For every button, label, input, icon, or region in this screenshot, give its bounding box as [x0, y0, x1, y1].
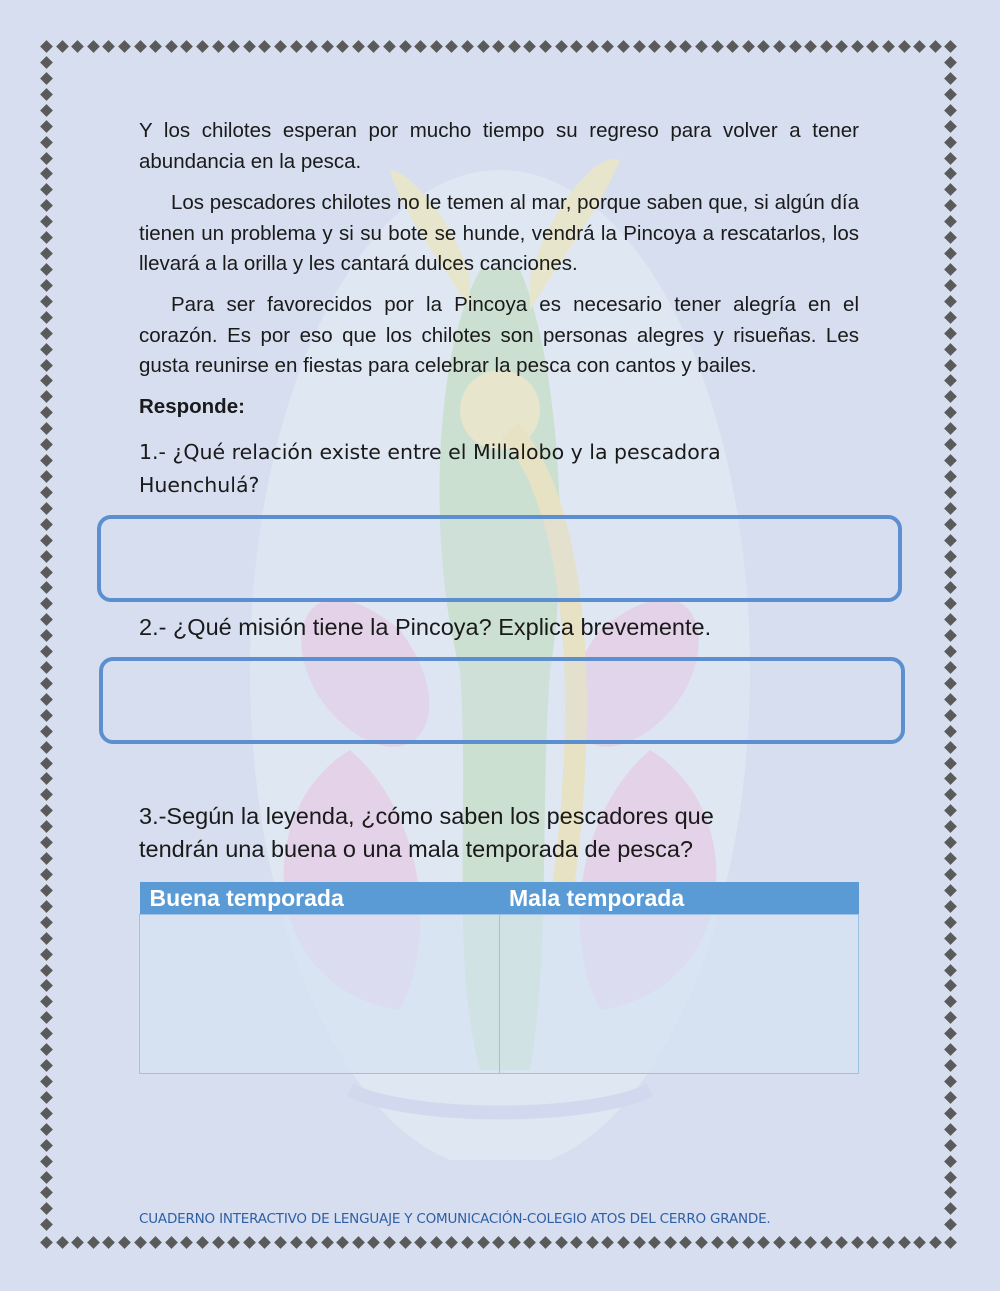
diamond-ornament [414, 1236, 427, 1249]
question-2: 2.- ¿Qué misión tiene la Pincoya? Explica brevemente. [139, 614, 712, 640]
diamond-ornament [944, 996, 957, 1009]
diamond-ornament [40, 168, 53, 181]
diamond-ornament [196, 40, 209, 53]
diamond-ornament [648, 1236, 661, 1249]
diamond-ornament [602, 40, 615, 53]
diamond-ornament [944, 215, 957, 228]
diamond-ornament [944, 868, 957, 881]
diamond-ornament [944, 199, 957, 212]
diamond-ornament [258, 40, 271, 53]
diamond-ornament [149, 40, 162, 53]
diamond-ornament [305, 1236, 318, 1249]
diamond-ornament [726, 40, 739, 53]
diamond-ornament [40, 104, 53, 117]
diamond-ornament [40, 1059, 53, 1072]
diamond-ornament [40, 916, 53, 929]
diamond-ornament [336, 40, 349, 53]
diamond-ornament [804, 1236, 817, 1249]
diamond-ornament [944, 136, 957, 149]
diamond-ornament [40, 597, 53, 610]
diamond-ornament [944, 645, 957, 658]
diamond-ornament [944, 1027, 957, 1040]
diamond-ornament [40, 1139, 53, 1152]
diamond-ornament [40, 1203, 53, 1216]
diamond-ornament [944, 470, 957, 483]
question-1: 1.- ¿Qué relación existe entre el Millalobo y la pescadora Huenchulá? [139, 440, 721, 497]
diamond-ornament [742, 1236, 755, 1249]
diamond-ornament [165, 40, 178, 53]
diamond-ornament [40, 406, 53, 419]
diamond-ornament [773, 40, 786, 53]
diamond-ornament [555, 1236, 568, 1249]
diamond-ornament [414, 40, 427, 53]
diamond-ornament [399, 1236, 412, 1249]
diamond-ornament [804, 40, 817, 53]
diamond-ornament [944, 1218, 957, 1231]
diamond-ornament [773, 1236, 786, 1249]
diamond-ornament [898, 40, 911, 53]
diamond-ornament [633, 40, 646, 53]
diamond-ornament [867, 1236, 880, 1249]
diamond-ornament [944, 1075, 957, 1088]
diamond-ornament [913, 1236, 926, 1249]
diamond-ornament [929, 1236, 942, 1249]
diamond-ornament [40, 534, 53, 547]
diamond-ornament [944, 566, 957, 579]
diamond-ornament [40, 1091, 53, 1104]
diamond-ornament [40, 964, 53, 977]
diamond-ornament [944, 88, 957, 101]
diamond-ornament [944, 518, 957, 531]
diamond-ornament [40, 1123, 53, 1136]
diamond-ornament [617, 40, 630, 53]
diamond-ornament [789, 1236, 802, 1249]
diamond-ornament [539, 40, 552, 53]
diamond-ornament [944, 964, 957, 977]
diamond-ornament [944, 327, 957, 340]
diamond-ornament [40, 550, 53, 563]
diamond-ornament [40, 1236, 53, 1249]
diamond-ornament [944, 1139, 957, 1152]
diamond-ornament [944, 422, 957, 435]
diamond-ornament [212, 40, 225, 53]
diamond-ornament [524, 40, 537, 53]
diamond-ornament [944, 550, 957, 563]
diamond-ornament [726, 1236, 739, 1249]
diamond-ornament [430, 1236, 443, 1249]
diamond-ornament [56, 1236, 69, 1249]
diamond-ornament [570, 40, 583, 53]
diamond-ornament [944, 359, 957, 372]
diamond-ornament [40, 980, 53, 993]
diamond-ornament [944, 104, 957, 117]
diamond-ornament [944, 534, 957, 547]
question-3: 3.-Según la leyenda, ¿cómo saben los pescadores que tendrán una buena o una mala temporada de pesca? [139, 803, 714, 862]
header-buena-temporada: Buena temporada [140, 882, 500, 915]
diamond-ornament [40, 566, 53, 579]
diamond-ornament [679, 1236, 692, 1249]
diamond-ornament [103, 40, 116, 53]
responde-heading: Responde: [139, 395, 245, 418]
diamond-ornament [40, 1075, 53, 1088]
diamond-ornament [40, 311, 53, 324]
diamond-ornament [944, 789, 957, 802]
diamond-ornament [290, 1236, 303, 1249]
diamond-ornament [882, 40, 895, 53]
diamond-ornament [944, 406, 957, 419]
diamond-ornament [944, 725, 957, 738]
diamond-ornament [40, 868, 53, 881]
diamond-ornament [40, 40, 53, 53]
diamond-ornament [71, 40, 84, 53]
diamond-ornament [944, 1187, 957, 1200]
diamond-ornament [820, 40, 833, 53]
diamond-ornament [944, 438, 957, 451]
answer-box-2[interactable] [99, 657, 905, 744]
diamond-border-right [946, 58, 955, 1230]
diamond-ornament [196, 1236, 209, 1249]
diamond-ornament [40, 422, 53, 435]
diamond-ornament [944, 1123, 957, 1136]
answer-cell-buena[interactable] [140, 915, 500, 1074]
diamond-ornament [446, 1236, 459, 1249]
diamond-ornament [944, 120, 957, 133]
diamond-ornament [695, 40, 708, 53]
diamond-ornament [165, 1236, 178, 1249]
diamond-ornament [664, 40, 677, 53]
diamond-ornament [711, 1236, 724, 1249]
diamond-ornament [664, 1236, 677, 1249]
diamond-ornament [40, 231, 53, 244]
diamond-ornament [40, 789, 53, 802]
diamond-ornament [944, 932, 957, 945]
header-mala-temporada: Mala temporada [499, 882, 859, 915]
diamond-ornament [40, 343, 53, 356]
diamond-ornament [944, 773, 957, 786]
diamond-ornament [835, 40, 848, 53]
diamond-ornament [695, 1236, 708, 1249]
diamond-ornament [40, 804, 53, 817]
diamond-ornament [40, 120, 53, 133]
diamond-ornament [913, 40, 926, 53]
diamond-ornament [40, 996, 53, 1009]
diamond-ornament [40, 502, 53, 515]
diamond-ornament [40, 1155, 53, 1168]
diamond-ornament [40, 263, 53, 276]
diamond-ornament [945, 40, 958, 53]
diamond-ornament [524, 1236, 537, 1249]
diamond-ornament [40, 709, 53, 722]
diamond-ornament [227, 1236, 240, 1249]
diamond-ornament [944, 247, 957, 260]
diamond-ornament [446, 40, 459, 53]
diamond-ornament [944, 884, 957, 897]
diamond-ornament [368, 40, 381, 53]
diamond-ornament [944, 820, 957, 833]
diamond-ornament [944, 613, 957, 626]
diamond-ornament [399, 40, 412, 53]
diamond-ornament [321, 40, 334, 53]
diamond-ornament [40, 1171, 53, 1184]
diamond-ornament [56, 40, 69, 53]
diamond-ornament [40, 645, 53, 658]
diamond-ornament [944, 486, 957, 499]
diamond-ornament [492, 1236, 505, 1249]
diamond-ornament [40, 1218, 53, 1231]
diamond-ornament [40, 215, 53, 228]
diamond-ornament [40, 454, 53, 467]
diamond-ornament [944, 263, 957, 276]
diamond-ornament [633, 1236, 646, 1249]
diamond-ornament [40, 613, 53, 626]
diamond-ornament [867, 40, 880, 53]
diamond-ornament [944, 661, 957, 674]
paragraph-3: Para ser favorecidos por la Pincoya es necesario tener alegría en el corazón. Es por eso que los chilotes son personas alegres y risueñas. Les gusta reunirse en fiestas para celebrar la pesca con cantos y bailes. [139, 293, 859, 377]
diamond-ornament [679, 40, 692, 53]
diamond-ornament [258, 1236, 271, 1249]
diamond-ornament [820, 1236, 833, 1249]
diamond-ornament [40, 184, 53, 197]
diamond-ornament [40, 693, 53, 706]
diamond-ornament [40, 629, 53, 642]
diamond-ornament [461, 1236, 474, 1249]
diamond-ornament [508, 40, 521, 53]
diamond-ornament [40, 359, 53, 372]
diamond-ornament [944, 1171, 957, 1184]
diamond-ornament [944, 1155, 957, 1168]
diamond-ornament [180, 1236, 193, 1249]
diamond-ornament [40, 390, 53, 403]
diamond-ornament [71, 1236, 84, 1249]
diamond-ornament [944, 629, 957, 642]
diamond-ornament [492, 40, 505, 53]
diamond-ornament [336, 1236, 349, 1249]
diamond-ornament [944, 582, 957, 595]
diamond-ornament [40, 375, 53, 388]
diamond-ornament [944, 1011, 957, 1024]
diamond-ornament [586, 40, 599, 53]
diamond-ornament [40, 1187, 53, 1200]
diamond-ornament [944, 390, 957, 403]
diamond-ornament [508, 1236, 521, 1249]
diamond-ornament [430, 40, 443, 53]
diamond-ornament [40, 56, 53, 69]
diamond-ornament [945, 1236, 958, 1249]
diamond-ornament [290, 40, 303, 53]
diamond-ornament [40, 900, 53, 913]
footer-text: CUADERNO INTERACTIVO DE LENGUAJE Y COMUNICACIÓN-COLEGIO ATOS DEL CERRO GRANDE. [139, 1211, 771, 1227]
diamond-ornament [274, 1236, 287, 1249]
diamond-ornament [944, 56, 957, 69]
diamond-ornament [321, 1236, 334, 1249]
diamond-ornament [87, 1236, 100, 1249]
diamond-ornament [383, 1236, 396, 1249]
diamond-ornament [929, 40, 942, 53]
diamond-ornament [944, 1043, 957, 1056]
diamond-ornament [40, 725, 53, 738]
diamond-ornament [40, 852, 53, 865]
diamond-ornament [40, 836, 53, 849]
diamond-ornament [40, 518, 53, 531]
diamond-ornament [757, 40, 770, 53]
diamond-ornament [243, 1236, 256, 1249]
season-table [139, 882, 859, 1074]
paragraph-1: Y los chilotes esperan por mucho tiempo su regreso para volver a tener abundancia en la pesca. [139, 119, 859, 173]
diamond-ornament [944, 1091, 957, 1104]
diamond-ornament [40, 438, 53, 451]
answer-cell-mala[interactable] [499, 915, 859, 1074]
diamond-ornament [40, 582, 53, 595]
diamond-ornament [742, 40, 755, 53]
diamond-ornament [555, 40, 568, 53]
diamond-ornament [944, 295, 957, 308]
diamond-ornament [134, 1236, 147, 1249]
diamond-ornament [539, 1236, 552, 1249]
diamond-ornament [944, 1203, 957, 1216]
diamond-ornament [40, 932, 53, 945]
diamond-ornament [944, 168, 957, 181]
diamond-ornament [40, 677, 53, 690]
diamond-ornament [944, 311, 957, 324]
diamond-ornament [944, 693, 957, 706]
diamond-ornament [757, 1236, 770, 1249]
diamond-ornament [461, 40, 474, 53]
diamond-ornament [882, 1236, 895, 1249]
diamond-ornament [40, 470, 53, 483]
diamond-ornament [944, 375, 957, 388]
answer-box-1[interactable] [97, 515, 902, 602]
diamond-ornament [477, 1236, 490, 1249]
diamond-ornament [898, 1236, 911, 1249]
diamond-border-left [42, 58, 51, 1230]
diamond-ornament [118, 1236, 131, 1249]
diamond-ornament [305, 40, 318, 53]
diamond-ornament [944, 152, 957, 165]
diamond-ornament [40, 773, 53, 786]
diamond-ornament [40, 247, 53, 260]
diamond-ornament [851, 1236, 864, 1249]
diamond-ornament [40, 1043, 53, 1056]
diamond-ornament [40, 757, 53, 770]
diamond-ornament [383, 40, 396, 53]
diamond-ornament [602, 1236, 615, 1249]
diamond-ornament [180, 40, 193, 53]
diamond-ornament [40, 1011, 53, 1024]
diamond-ornament [944, 343, 957, 356]
diamond-ornament [40, 295, 53, 308]
diamond-ornament [711, 40, 724, 53]
diamond-ornament [944, 741, 957, 754]
diamond-ornament [944, 72, 957, 85]
diamond-ornament [944, 900, 957, 913]
diamond-ornament [103, 1236, 116, 1249]
diamond-ornament [944, 916, 957, 929]
diamond-ornament [944, 836, 957, 849]
diamond-ornament [40, 884, 53, 897]
diamond-ornament [944, 1107, 957, 1120]
diamond-ornament [944, 852, 957, 865]
diamond-ornament [227, 40, 240, 53]
diamond-ornament [586, 1236, 599, 1249]
diamond-ornament [40, 72, 53, 85]
diamond-ornament [648, 40, 661, 53]
diamond-ornament [477, 40, 490, 53]
diamond-ornament [352, 40, 365, 53]
diamond-ornament [243, 40, 256, 53]
diamond-ornament [570, 1236, 583, 1249]
diamond-ornament [944, 757, 957, 770]
diamond-border-bottom [42, 1238, 956, 1247]
diamond-ornament [944, 980, 957, 993]
diamond-ornament [274, 40, 287, 53]
diamond-ornament [944, 597, 957, 610]
diamond-ornament [40, 486, 53, 499]
diamond-ornament [944, 231, 957, 244]
diamond-ornament [40, 327, 53, 340]
diamond-ornament [40, 661, 53, 674]
diamond-ornament [789, 40, 802, 53]
diamond-ornament [40, 279, 53, 292]
diamond-ornament [944, 454, 957, 467]
diamond-ornament [944, 1059, 957, 1072]
diamond-ornament [40, 1027, 53, 1040]
diamond-ornament [944, 184, 957, 197]
diamond-ornament [40, 820, 53, 833]
diamond-ornament [40, 741, 53, 754]
diamond-ornament [617, 1236, 630, 1249]
diamond-ornament [212, 1236, 225, 1249]
diamond-ornament [40, 199, 53, 212]
diamond-ornament [40, 948, 53, 961]
diamond-ornament [134, 40, 147, 53]
diamond-ornament [40, 88, 53, 101]
diamond-border-top [42, 42, 956, 51]
paragraph-2: Los pescadores chilotes no le temen al mar, porque saben que, si algún día tienen un problema y si su bote se hunde, vendrá la Pincoya a rescatarlos, los llevará a la orilla y les cantará dulces canciones. [139, 191, 859, 275]
diamond-ornament [944, 804, 957, 817]
diamond-ornament [118, 40, 131, 53]
diamond-ornament [944, 502, 957, 515]
diamond-ornament [40, 152, 53, 165]
diamond-ornament [944, 709, 957, 722]
diamond-ornament [352, 1236, 365, 1249]
diamond-ornament [944, 279, 957, 292]
diamond-ornament [944, 677, 957, 690]
diamond-ornament [87, 40, 100, 53]
diamond-ornament [851, 40, 864, 53]
diamond-ornament [40, 1107, 53, 1120]
diamond-ornament [835, 1236, 848, 1249]
diamond-ornament [944, 948, 957, 961]
diamond-ornament [149, 1236, 162, 1249]
diamond-ornament [368, 1236, 381, 1249]
diamond-ornament [40, 136, 53, 149]
